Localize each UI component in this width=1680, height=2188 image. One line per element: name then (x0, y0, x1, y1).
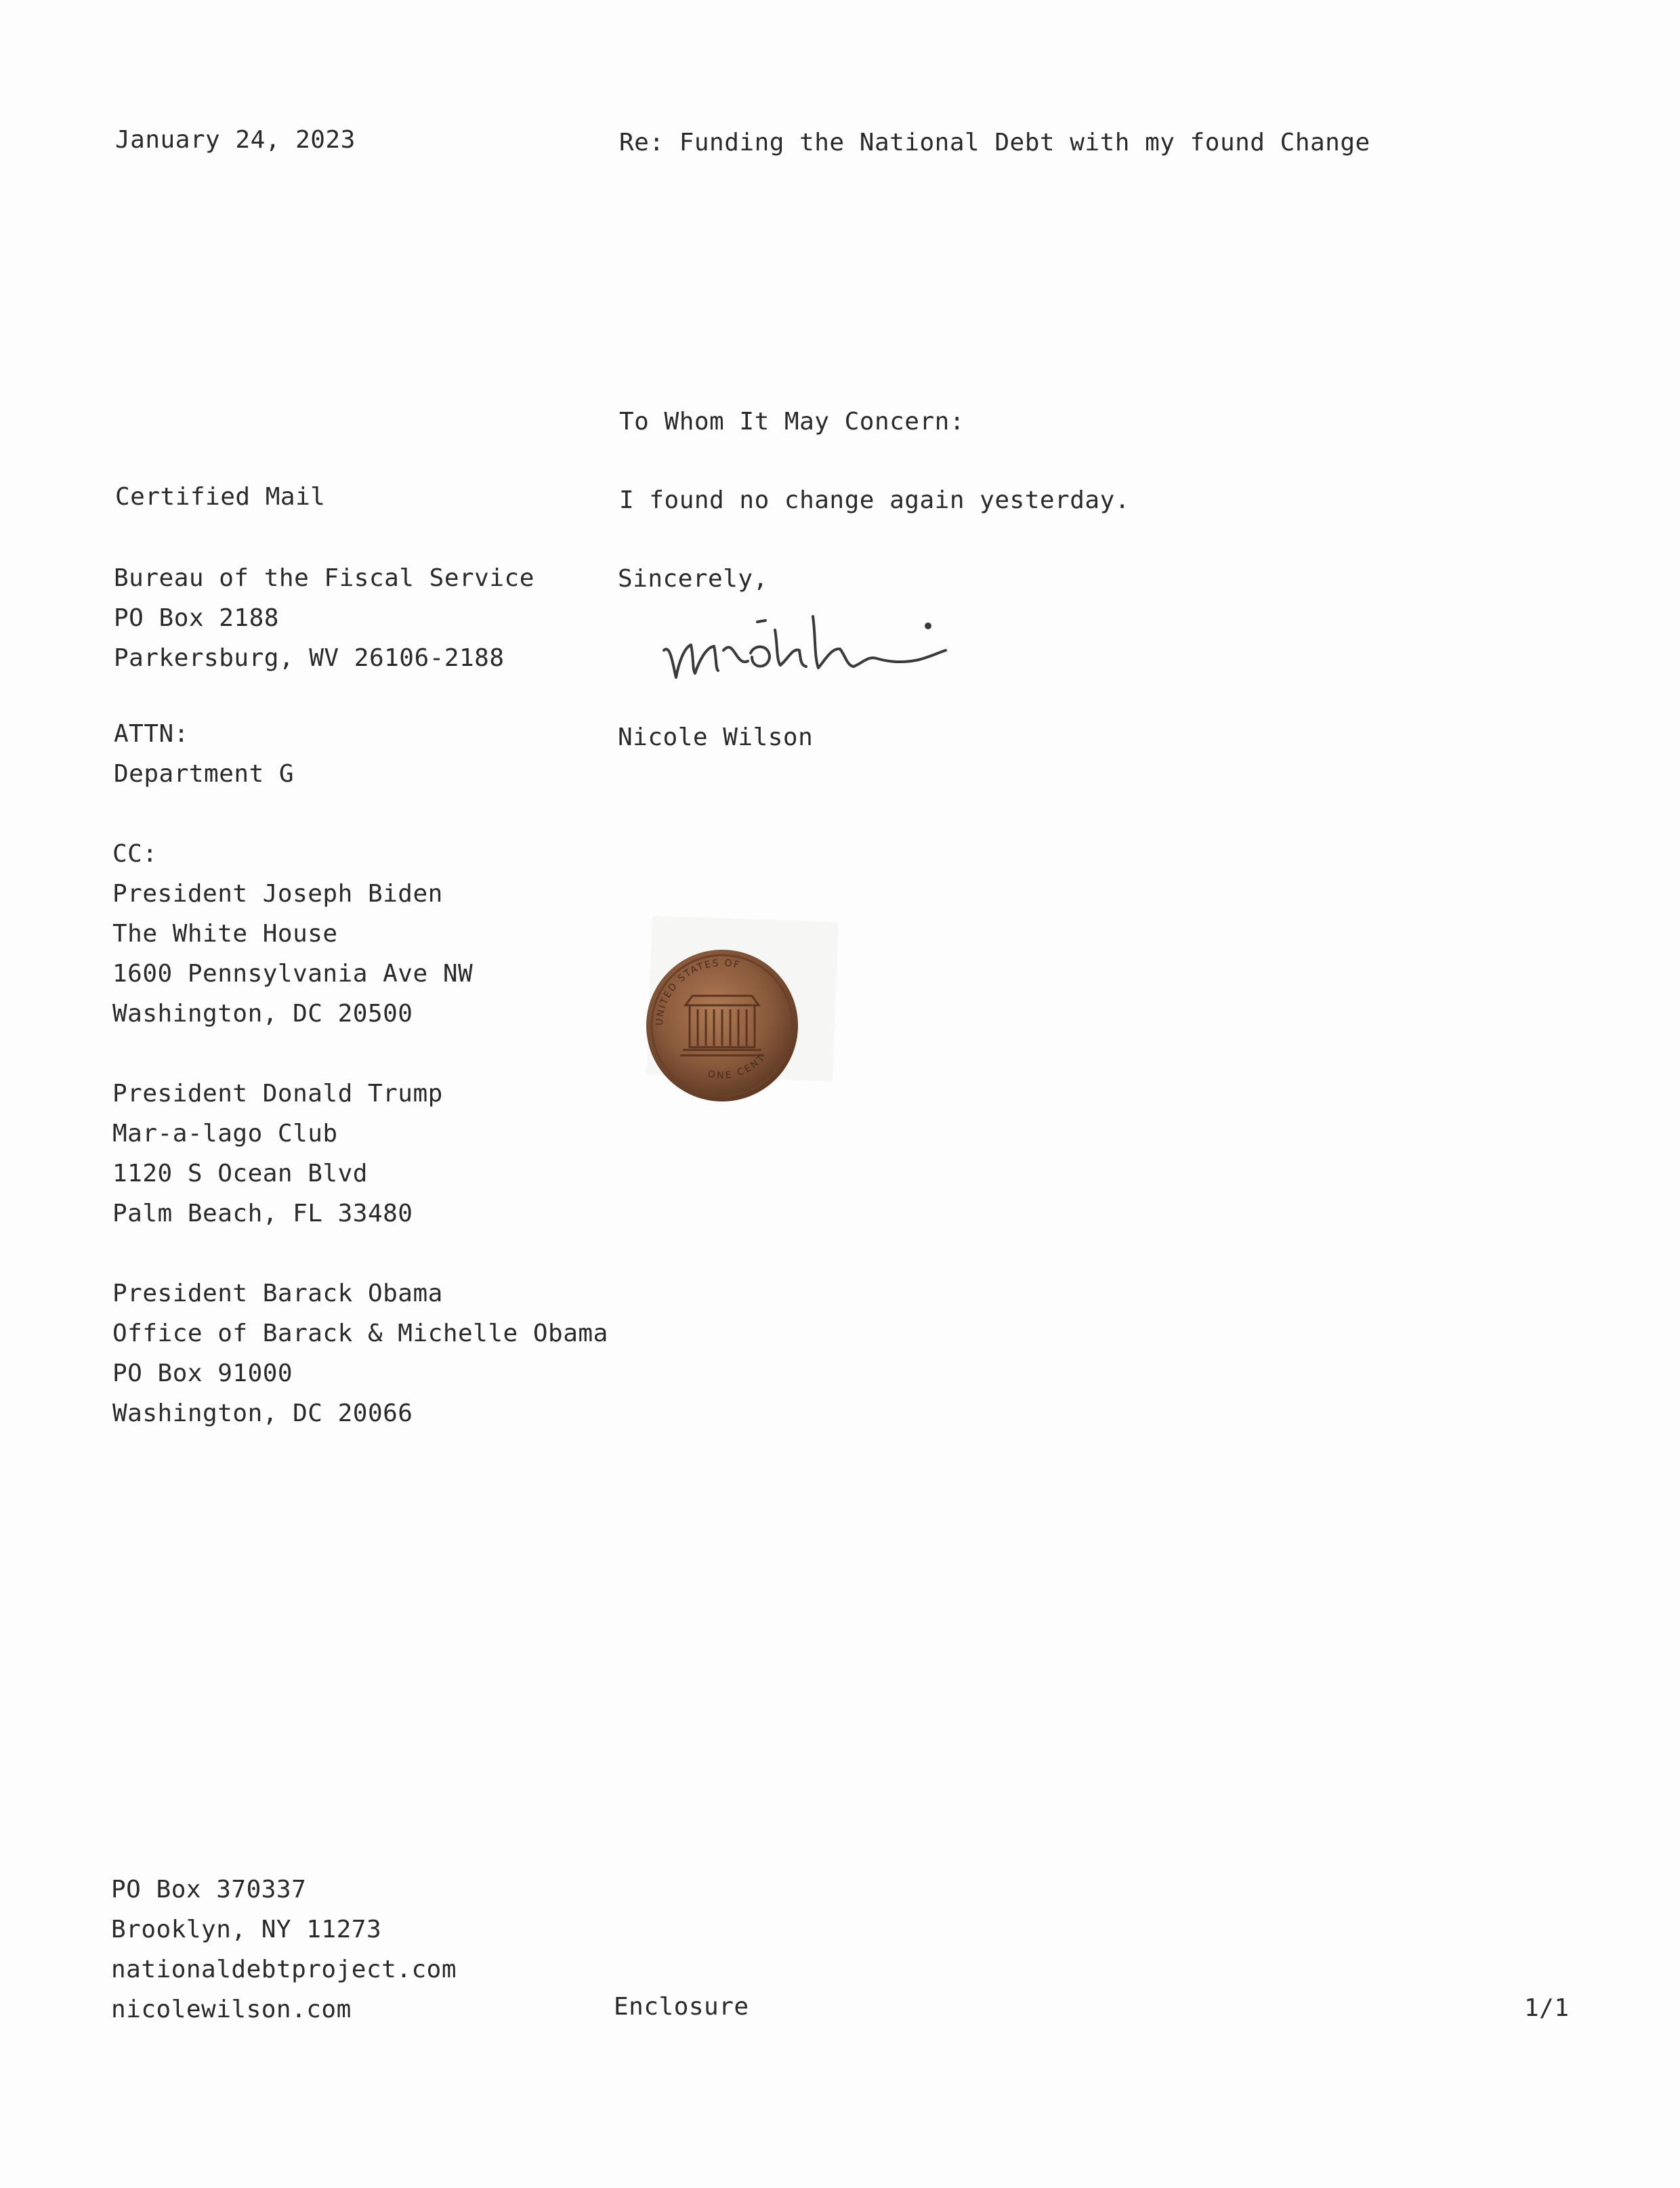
letter-subject: Re: Funding the National Debt with my found Change (619, 129, 1370, 156)
sender-address-line: PO Box 370337 (111, 1876, 307, 1903)
sender-address (111, 1870, 457, 2029)
closing: Sincerely, (618, 565, 768, 593)
coin-inscription-top: UNITED STATES OF (654, 957, 742, 1026)
sender-address-line: Brooklyn, NY 11273 (111, 1916, 382, 1943)
salutation: To Whom It May Concern: (619, 408, 965, 436)
cc-label: CC: (112, 840, 158, 868)
cc-list (112, 834, 608, 1473)
cc-address-line: 1120 S Ocean Blvd (112, 1160, 368, 1187)
signer-name: Nicole Wilson (618, 723, 814, 751)
recipient-address-line: PO Box 2188 (114, 604, 279, 632)
cc-address-line: Mar-a-lago Club (112, 1120, 338, 1148)
cc-recipient-obama (112, 1274, 608, 1433)
attn-department: Department G (114, 760, 295, 788)
cc-recipient-biden (112, 874, 608, 1034)
coin-inscription-bottom: ONE CENT (707, 1051, 768, 1082)
page-number: 1/1 (1524, 1994, 1570, 2022)
recipient-address (114, 558, 534, 678)
cc-address-line: Washington, DC 20500 (112, 1000, 413, 1028)
cc-address-line: The White House (112, 920, 338, 948)
sender-website: nationaldebtproject.com (111, 1956, 457, 1983)
attention-line (114, 714, 294, 794)
cc-address-line: PO Box 91000 (112, 1360, 293, 1387)
cc-recipient-trump (112, 1074, 608, 1234)
letter-body: I found no change again yesterday. (619, 486, 1130, 514)
recipient-address-line: Bureau of the Fiscal Service (114, 564, 534, 592)
cc-address-line: President Barack Obama (112, 1280, 443, 1307)
cc-address-line: 1600 Pennsylvania Ave NW (112, 960, 474, 988)
letter-date: January 24, 2023 (115, 126, 356, 154)
attn-label: ATTN: (114, 720, 189, 748)
penny-coin-icon (644, 947, 801, 1104)
cc-address-line: President Joseph Biden (112, 880, 443, 908)
cc-address-line: President Donald Trump (112, 1080, 443, 1108)
cc-address-line: Washington, DC 20066 (112, 1400, 413, 1427)
sender-website: nicolewilson.com (111, 1996, 352, 2023)
recipient-address-line: Parkersburg, WV 26106-2188 (114, 644, 505, 672)
cc-address-line: Palm Beach, FL 33480 (112, 1200, 413, 1227)
handwritten-signature (656, 603, 967, 691)
mailing-method: Certified Mail (115, 483, 326, 511)
cc-address-line: Office of Barack & Michelle Obama (112, 1320, 608, 1347)
enclosure-note: Enclosure (614, 1993, 749, 2021)
